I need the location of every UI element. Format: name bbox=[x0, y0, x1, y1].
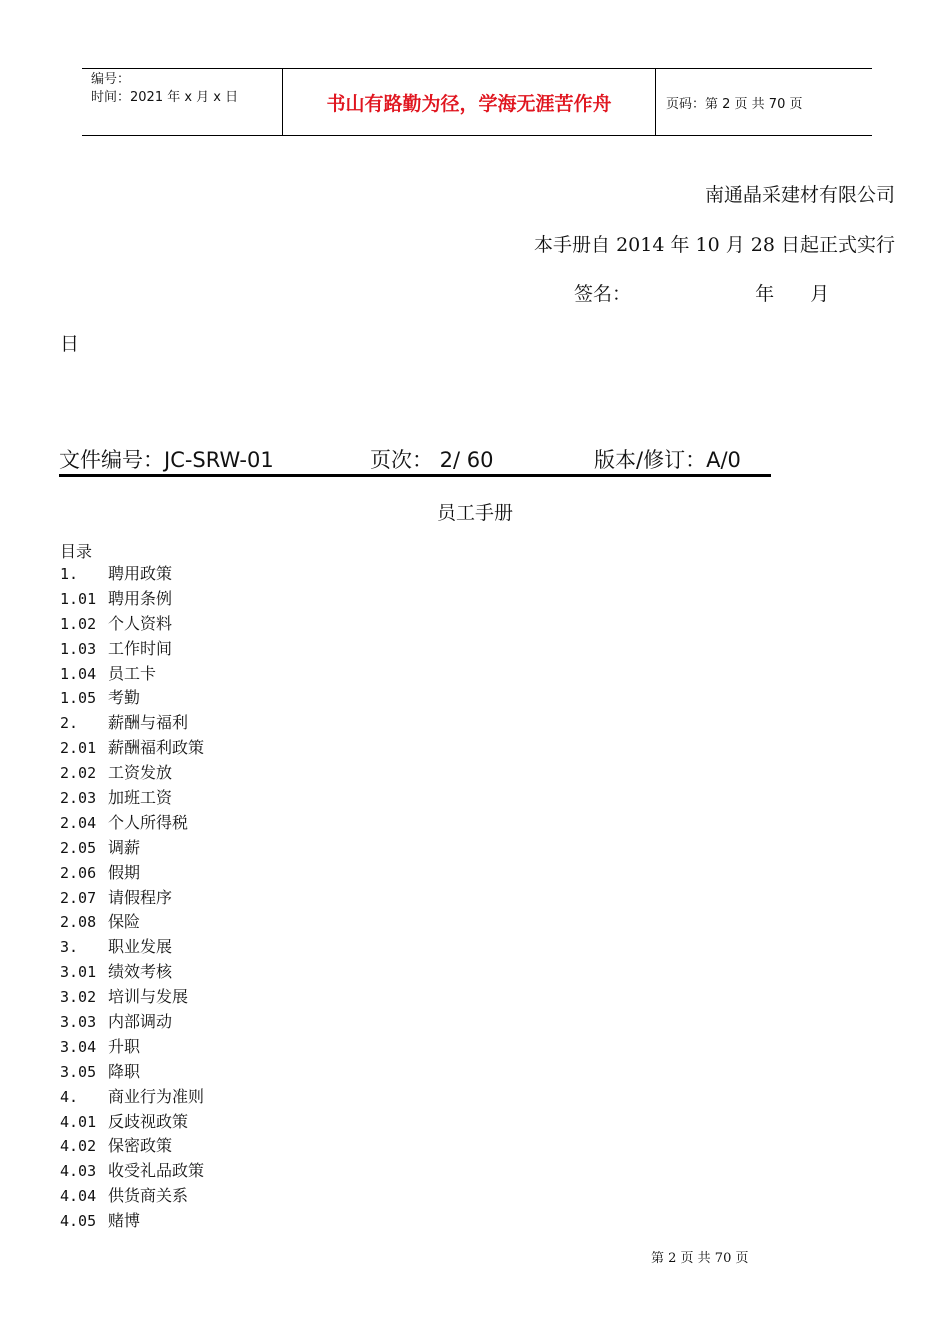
header-meta-cell bbox=[82, 69, 283, 135]
toc-item bbox=[60, 587, 204, 612]
toc-item-number: 4.02 bbox=[60, 1137, 97, 1156]
toc-item-text: 绩效考核 bbox=[108, 962, 173, 982]
toc-item-number: 3. bbox=[60, 938, 79, 957]
toc-item-number: 3.05 bbox=[60, 1062, 97, 1081]
toc-item-number: 3.03 bbox=[60, 1013, 97, 1032]
signature-month: 月 bbox=[810, 283, 830, 305]
header-number-label: 编号： bbox=[91, 72, 131, 87]
toc-item bbox=[60, 836, 204, 861]
toc-item-text: 升职 bbox=[108, 1036, 141, 1056]
toc-item bbox=[60, 1209, 204, 1234]
header-motto: 书山有路勤为径，学海无涯苦作舟 bbox=[283, 69, 656, 135]
toc-item-number: 2. bbox=[60, 714, 79, 733]
toc-item-number: 4. bbox=[60, 1087, 79, 1106]
toc-item-number: 1.03 bbox=[60, 639, 97, 658]
toc-item-text: 薪酬与福利 bbox=[108, 713, 189, 733]
effective-date-line: 本手册自 2014 年 10 月 28 日起正式实行 bbox=[534, 234, 895, 256]
toc-item-number: 4.04 bbox=[60, 1187, 97, 1206]
toc-item-number: 3.02 bbox=[60, 988, 97, 1007]
version-revision: 版本/修订：A/0 bbox=[594, 448, 741, 472]
toc-item-text: 供货商关系 bbox=[108, 1186, 189, 1206]
toc-item-text: 薪酬福利政策 bbox=[108, 738, 205, 758]
toc-item-text: 商业行为准则 bbox=[108, 1086, 205, 1106]
toc-item-text: 内部调动 bbox=[108, 1012, 173, 1032]
toc-item bbox=[60, 1110, 204, 1135]
toc-item-text: 赌博 bbox=[108, 1211, 141, 1231]
toc-item bbox=[60, 736, 204, 761]
toc-item-number: 2.04 bbox=[60, 813, 97, 832]
page-count: 页次： 2/ 60 bbox=[370, 448, 494, 472]
toc-item bbox=[60, 1085, 204, 1110]
toc-item-text: 职业发展 bbox=[108, 937, 173, 957]
header-page-info: 页码：第 2 页 共 70 页 bbox=[666, 96, 803, 112]
toc-item-text: 保险 bbox=[108, 912, 141, 932]
toc-item bbox=[60, 1060, 204, 1085]
toc-item bbox=[60, 811, 204, 836]
toc-item-text: 加班工资 bbox=[108, 788, 173, 808]
table-of-contents bbox=[60, 562, 204, 1234]
toc-item-number: 2.07 bbox=[60, 888, 97, 907]
manual-title: 员工手册 bbox=[436, 502, 513, 524]
signature-label: 签名： bbox=[574, 283, 632, 305]
toc-item-text: 考勤 bbox=[108, 688, 141, 708]
toc-item-text: 个人所得税 bbox=[108, 812, 189, 832]
toc-item bbox=[60, 786, 204, 811]
toc-item-number: 2.03 bbox=[60, 789, 97, 808]
toc-item-text: 工资发放 bbox=[108, 763, 173, 783]
page-header-table bbox=[82, 68, 872, 136]
toc-item-text: 收受礼品政策 bbox=[108, 1161, 205, 1181]
toc-item-text: 工作时间 bbox=[108, 638, 173, 658]
toc-item-text: 降职 bbox=[108, 1061, 141, 1081]
toc-item-number: 4.05 bbox=[60, 1212, 97, 1231]
toc-item-number: 4.03 bbox=[60, 1162, 97, 1181]
toc-item-text: 假期 bbox=[108, 862, 141, 882]
toc-item bbox=[60, 1159, 204, 1184]
toc-item bbox=[60, 960, 204, 985]
toc-item bbox=[60, 910, 204, 935]
toc-item-number: 2.08 bbox=[60, 913, 97, 932]
toc-item-text: 调薪 bbox=[108, 837, 141, 857]
toc-item-text: 培训与发展 bbox=[108, 987, 189, 1007]
toc-item-number: 1. bbox=[60, 565, 79, 583]
toc-item-text: 个人资料 bbox=[108, 613, 173, 633]
toc-item-number: 1.02 bbox=[60, 614, 97, 633]
toc-item bbox=[60, 612, 204, 637]
toc-item bbox=[60, 1035, 204, 1060]
toc-item-number: 3.01 bbox=[60, 963, 97, 982]
toc-item bbox=[60, 861, 204, 886]
toc-item-text: 员工卡 bbox=[108, 663, 157, 683]
toc-item bbox=[60, 985, 204, 1010]
toc-item bbox=[60, 1134, 204, 1159]
toc-item-number: 2.02 bbox=[60, 764, 97, 783]
signature-day: 日 bbox=[60, 333, 80, 355]
toc-item-text: 反歧视政策 bbox=[108, 1111, 189, 1131]
signature-year: 年 bbox=[755, 283, 775, 305]
toc-heading: 目录 bbox=[60, 542, 93, 561]
toc-item-text: 请假程序 bbox=[108, 887, 173, 907]
toc-item bbox=[60, 1184, 204, 1209]
toc-item bbox=[60, 886, 204, 911]
file-number: 文件编号：JC-SRW-01 bbox=[59, 448, 274, 472]
signature-line bbox=[574, 279, 829, 306]
toc-item bbox=[60, 935, 204, 960]
toc-item bbox=[60, 761, 204, 786]
toc-item bbox=[60, 686, 204, 711]
toc-item bbox=[60, 637, 204, 662]
toc-item-number: 1.01 bbox=[60, 589, 97, 608]
toc-item-number: 2.05 bbox=[60, 838, 97, 857]
toc-item bbox=[60, 562, 204, 587]
toc-item bbox=[60, 1010, 204, 1035]
document-info-bar bbox=[59, 446, 771, 477]
toc-item-number: 2.06 bbox=[60, 863, 97, 882]
toc-item-text: 聘用政策 bbox=[108, 564, 173, 583]
toc-item-number: 1.04 bbox=[60, 664, 97, 683]
page-footer: 第 2 页 共 70 页 bbox=[651, 1251, 749, 1266]
toc-item-number: 4.01 bbox=[60, 1112, 97, 1131]
toc-item-number: 3.04 bbox=[60, 1037, 97, 1056]
toc-item-number: 1.05 bbox=[60, 689, 97, 708]
toc-item bbox=[60, 711, 204, 736]
toc-item bbox=[60, 662, 204, 687]
header-time-label: 时间：2021 年 x 月 x 日 bbox=[91, 90, 239, 105]
toc-item-text: 聘用条例 bbox=[108, 588, 173, 608]
toc-item-text: 保密政策 bbox=[108, 1136, 173, 1156]
toc-item-number: 2.01 bbox=[60, 739, 97, 758]
company-name: 南通晶采建材有限公司 bbox=[704, 184, 895, 206]
